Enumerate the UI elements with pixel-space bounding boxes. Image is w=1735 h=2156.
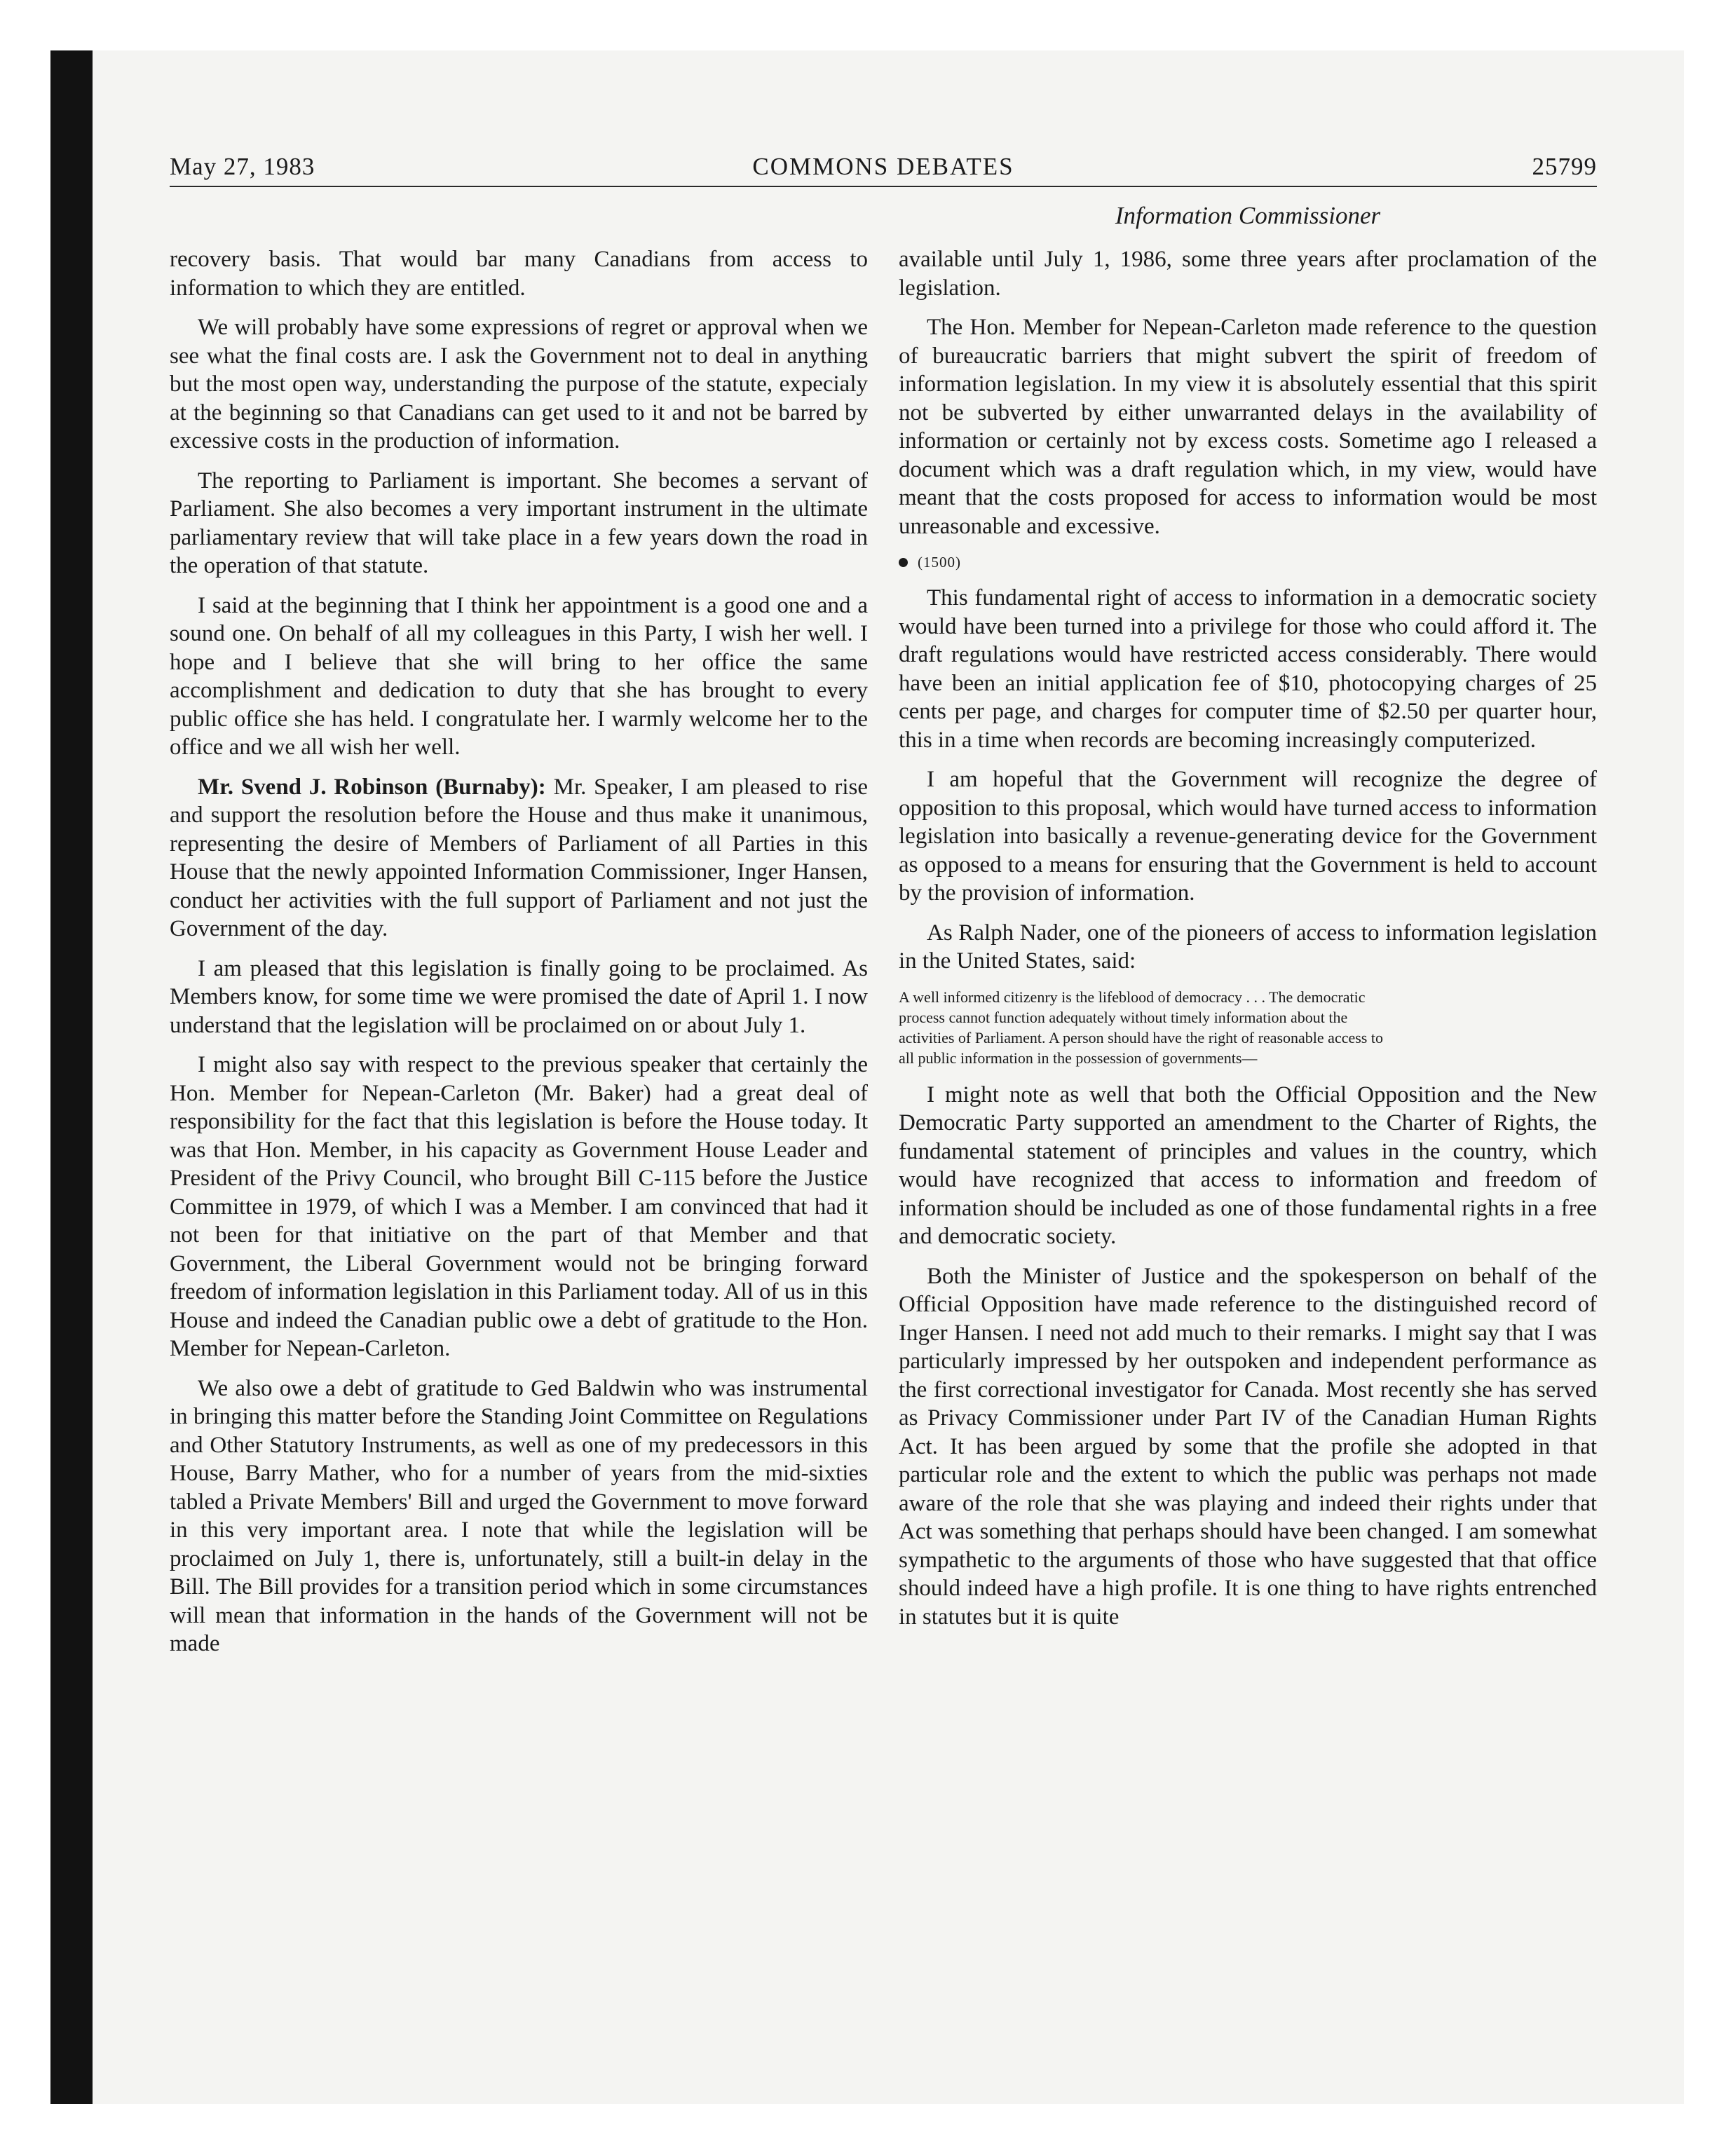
speaker-paragraph (170, 773, 868, 943)
time-marker-text: (1500) (918, 554, 961, 571)
scan-edge-bar (50, 50, 93, 2104)
paragraph: This fundamental right of access to information in a democratic society would have been turned into a privilege for those who could afford it. The draft regulations would have restricted access considerably. There would have been an initial application fee of $10, photocopying charges of 25 cents per page, and charges for computer time of $2.50 per quarter hour, this in a time when records are becoming increasingly computerized. (899, 585, 1597, 753)
paragraph: I am pleased that this legislation is finally going to be proclaimed. As Members know, for some time we were promised the date of April 1. I now understand that the legislation will be proclaimed on or about July 1. (170, 955, 868, 1038)
header-page-number: 25799 (1532, 153, 1597, 180)
quote-line: all public information in the possession of governments— (899, 1049, 1258, 1067)
paragraph: I might note as well that both the Official Opposition and the New Democratic Party supported an amendment to the Charter of Rights, the fundamental statement of principles and values in the country, which would have recognized that access to information and freedom of information should be included as one of those fundamental rights in a free and democratic society. (899, 1082, 1597, 1249)
paragraph: The Hon. Member for Nepean-Carleton made reference to the question of bureaucratic barriers that might subvert the spirit of freedom of information legislation. In my view it is absolutely essential that this spirit not be subverted by either unwarranted delays in the availability of information or certainly not by excess costs. Sometime ago I released a document which was a draft regulation which, in my view, would have meant that the costs proposed for access to information would be most unreasonable and excessive. (899, 315, 1597, 539)
time-marker (899, 552, 1597, 573)
paragraph: As Ralph Nader, one of the pioneers of access to information legislation in the United States, said: (899, 920, 1597, 974)
bullet-icon (899, 558, 908, 567)
paragraph: I might also say with respect to the previous speaker that certainly the Hon. Member for Nepean-Carleton (Mr. Baker) had a great deal of responsibility for the fact that this legislation is before the House today. It was that Hon. Member, in his capacity as Government House Leader and President of the Privy Council, who brought Bill C-115 before the Justice Committee in 1979, of which I was a Member. I am convinced that had it not been for that initiative on the part of that Member and that Government, the Liberal Government would not be bringing forward freedom of information legislation in this Parliament today. All of us in this House and indeed the Canadian public owe a debt of gratitude to the Hon. Member for Nepean-Carleton. (170, 1052, 868, 1361)
paragraph: I am hopeful that the Government will recognize the degree of opposition to this proposal, which would have turned access to information legislation into basically a revenue-generating device for the Government as opposed to a means for ensuring that the Government is held to account by the provision of information. (899, 767, 1597, 906)
quote-line: A well informed citizenry is the lifeblood of democracy . . . The democratic (899, 988, 1366, 1006)
header-rule (170, 186, 1597, 187)
header-title: COMMONS DEBATES (752, 153, 1014, 180)
section-title: Information Commissioner (1115, 202, 1381, 229)
quote-line: activities of Parliament. A person should have the right of reasonable access to (899, 1028, 1383, 1046)
speaker-text: Mr. Speaker, I am pleased to rise and support the resolution before the House and thus make it unanimous, representing the desire of Members of Parliament of all Parties in this House that the newly appointed Information Commissioner, Inger Hansen, conduct her activities with the full support of Parliament and not just the Government of the day. (170, 774, 869, 941)
speaker-name: Mr. Svend J. Robinson (Burnaby): (198, 774, 546, 800)
paragraph: recovery basis. That would bar many Canadians from access to information to which they are entitled. (170, 247, 868, 301)
paragraph: Both the Minister of Justice and the spokesperson on behalf of the Official Opposition have made reference to the distinguished record of Inger Hansen. I need not add much to their remarks. I might say that I was particularly impressed by her outspoken and independent performance as the first correctional investigator for Canada. Most recently she has served as Privacy Commissioner under Part IV of the Canadian Human Rights Act. It has been argued by some that the profile she adopted in that particular role and the extent to which the public was perhaps not made aware of the role that she was playing and indeed their rights under that Act was something that perhaps should have been changed. I am somewhat sympathetic to the arguments of those who have suggested that that office should indeed have a high profile. It is one thing to have rights entrenched in statutes but it is quite (899, 1263, 1597, 1630)
paragraph: We also owe a debt of gratitude to Ged Baldwin who was instrumental in bringing this matter before the Standing Joint Committee on Regulations and Other Statutory Instruments, as well as one of my predecessors in this House, Barry Mather, who for a number of years from the mid-sixties tabled a Private Members' Bill and urged the Government to move forward in this very important area. I note that while the legislation will be proclaimed on July 1, there is, unfortunately, still a built-in delay in the Bill. The Bill provides for a transition period which in some circumstances will mean that information in the hands of the Government will not be made (170, 1375, 868, 1656)
right-column (899, 245, 1597, 1642)
quote-line: process cannot function adequately without timely information about the (899, 1008, 1348, 1026)
header-date: May 27, 1983 (170, 153, 315, 180)
paragraph: available until July 1, 1986, some three years after proclamation of the legislation. (899, 247, 1597, 301)
paragraph: I said at the beginning that I think her appointment is a good one and a sound one. On behalf of all my colleagues in this Party, I wish her well. I hope and I believe that she will bring to her office the same accomplishment and dedication to duty that she has brought to every public office she has held. I congratulate her. I warmly welcome her to the office and we all wish her well. (170, 592, 868, 760)
paragraph: The reporting to Parliament is important. She becomes a servant of Parliament. She also becomes a very important instrument in the ultimate parliamentary review that will take place in a few years down the road in the operation of that statute. (170, 468, 868, 578)
paragraph: We will probably have some expressions of regret or approval when we see what the final costs are. I ask the Government not to deal in anything but the most open way, understanding the purpose of the statute, expecialy at the beginning so that Canadians can get used to it and not be barred by excessive costs in the production of information. (170, 315, 868, 453)
left-column (170, 245, 868, 1670)
block-quote (899, 987, 1597, 1068)
